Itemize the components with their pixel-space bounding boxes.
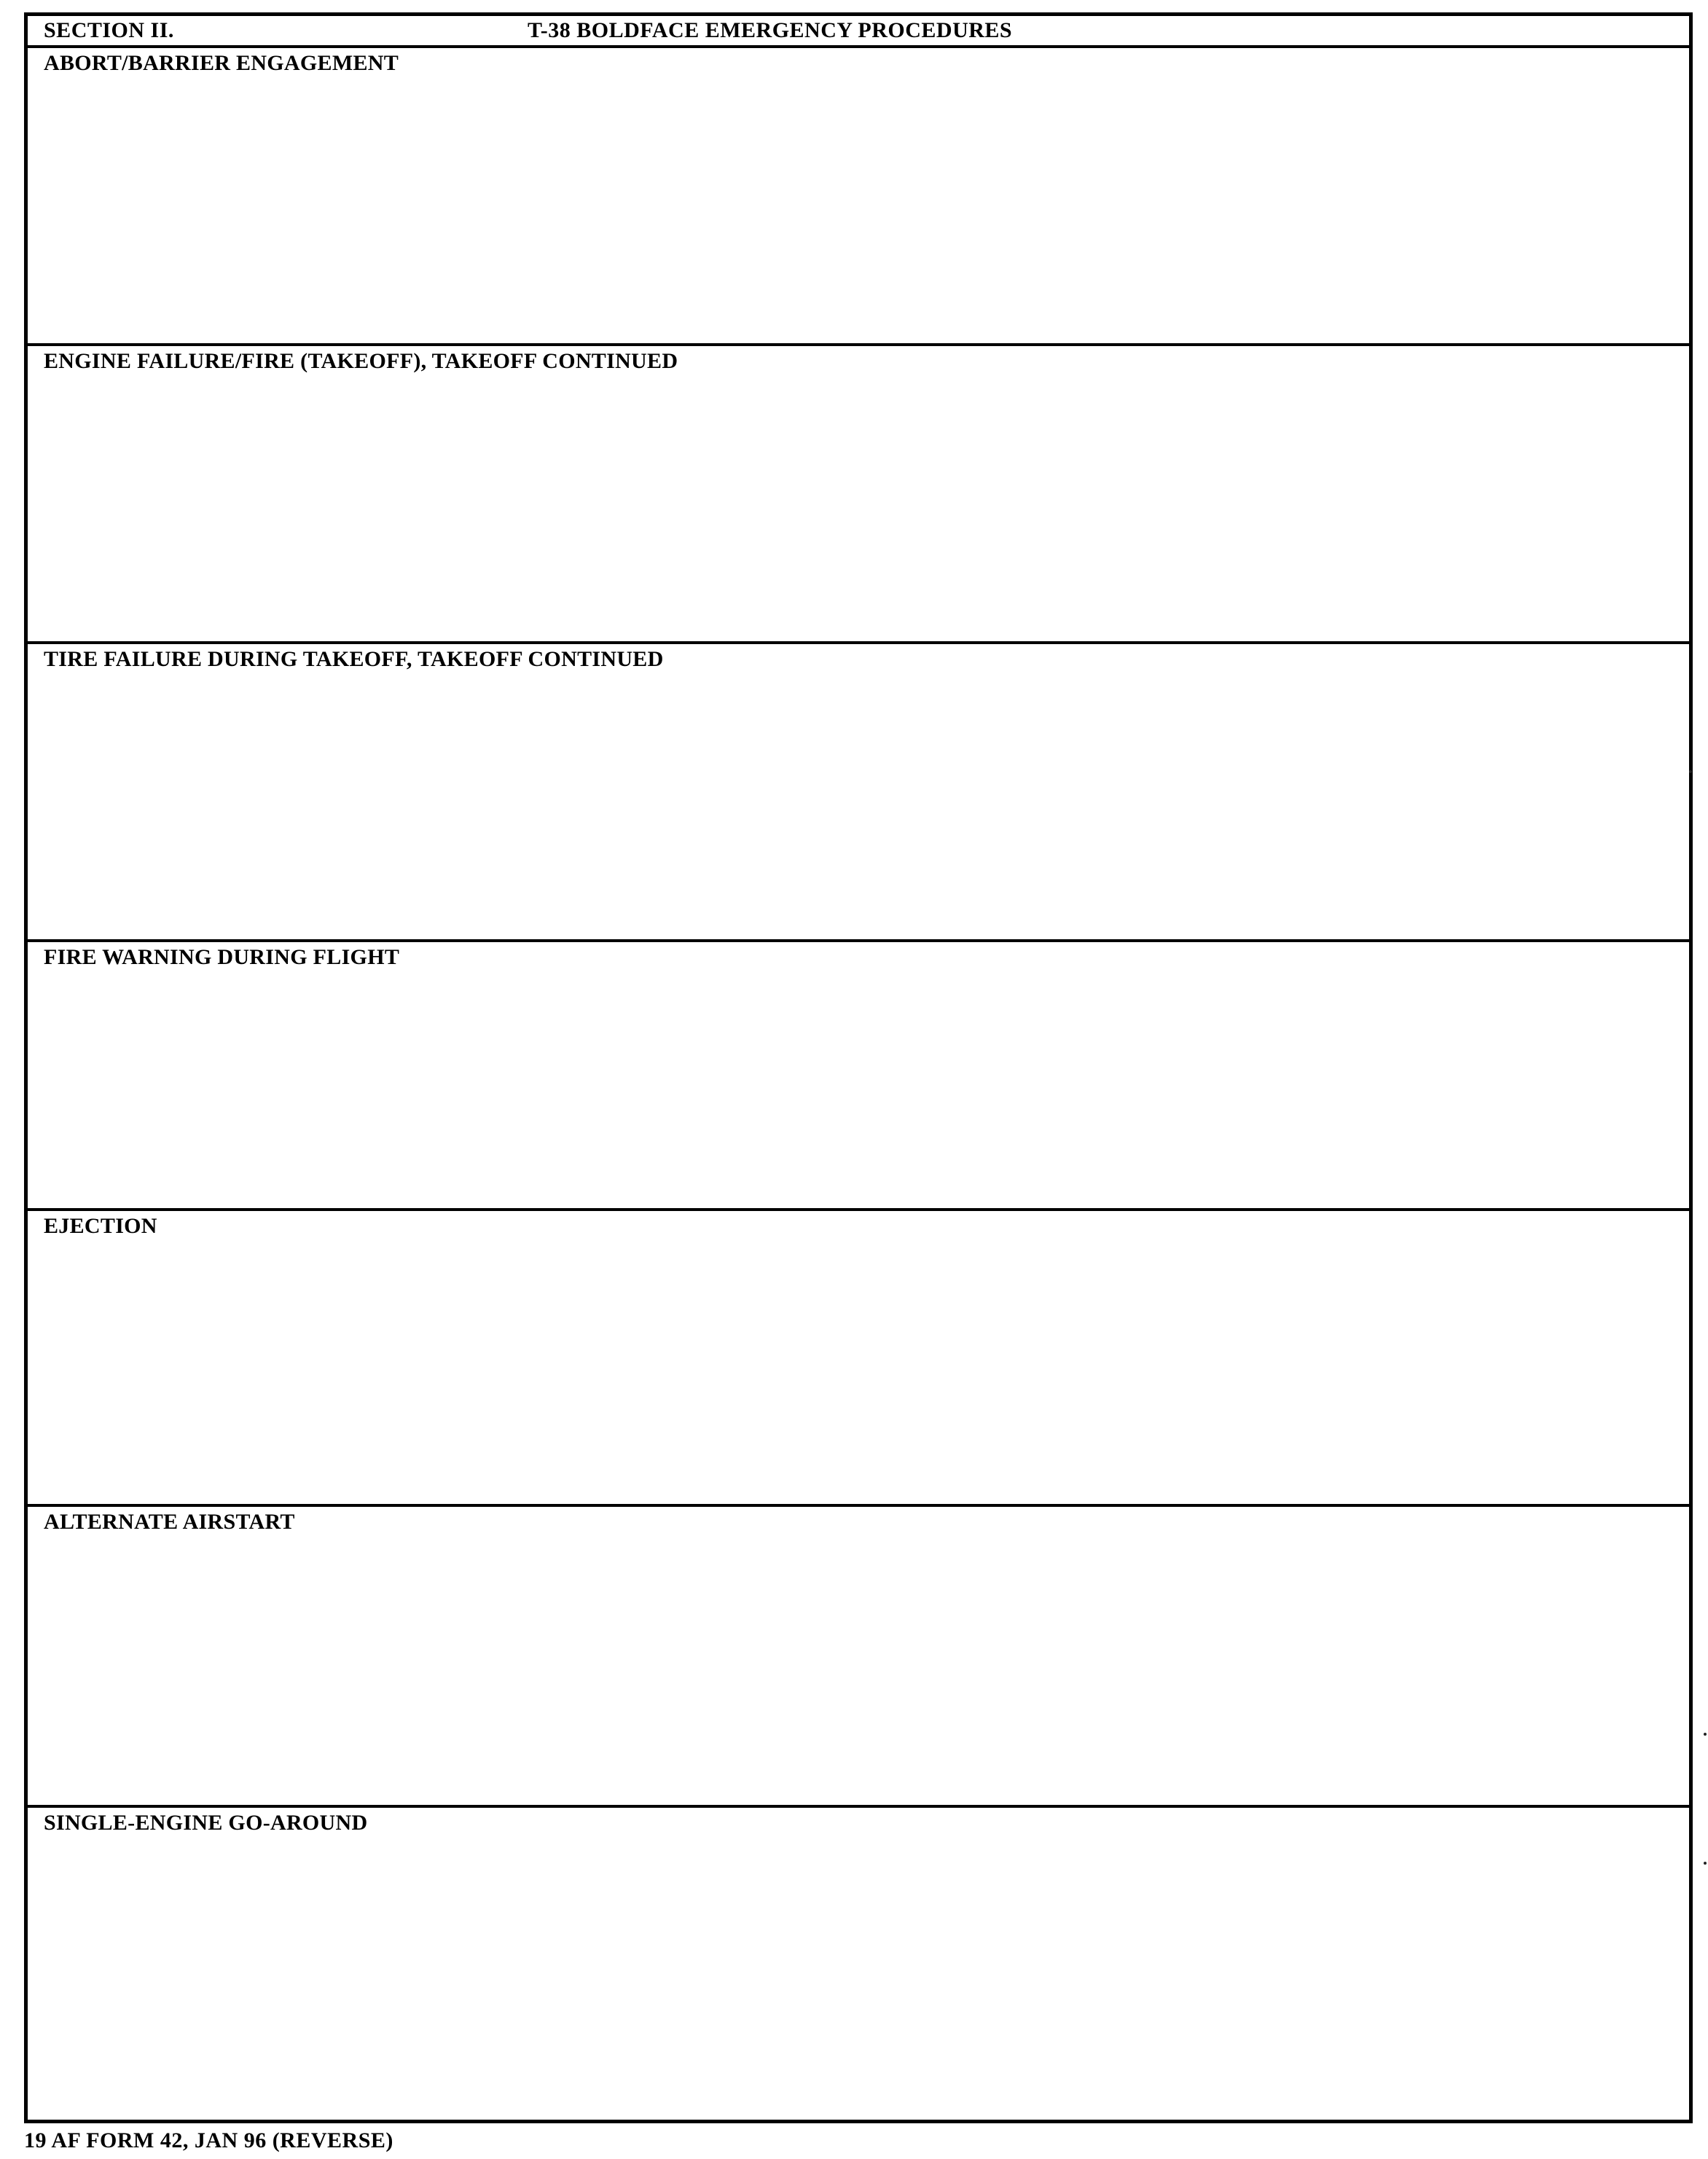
boldface-form [24, 12, 1693, 2123]
scan-speck [1704, 1862, 1707, 1865]
section-heading: EJECTION [44, 1214, 157, 1238]
section-abort-barrier-engagement [28, 48, 1689, 346]
section-heading: ALTERNATE AIRSTART [44, 1510, 295, 1534]
abort-barrier-engagement-write-area[interactable] [28, 83, 1689, 343]
section-heading: TIRE FAILURE DURING TAKEOFF, TAKEOFF CONTINUED [44, 647, 664, 671]
form-header [28, 16, 1689, 48]
ejection-write-area[interactable] [28, 1246, 1689, 1504]
section-single-engine-go-around [28, 1808, 1689, 2120]
single-engine-go-around-write-area[interactable] [28, 1843, 1689, 2120]
scan-speck [1689, 770, 1692, 773]
fire-warning-write-area[interactable] [28, 977, 1689, 1208]
section-engine-failure-fire-takeoff [28, 346, 1689, 644]
section-heading: ENGINE FAILURE/FIRE (TAKEOFF), TAKEOFF CONTINUED [44, 349, 678, 373]
form-footer: 19 AF FORM 42, JAN 96 (REVERSE) [24, 2128, 393, 2152]
scan-speck [1704, 1733, 1707, 1736]
alternate-airstart-write-area[interactable] [28, 1542, 1689, 1805]
section-label: SECTION II. [44, 18, 174, 42]
section-heading: ABORT/BARRIER ENGAGEMENT [44, 51, 399, 75]
form-title: T-38 BOLDFACE EMERGENCY PROCEDURES [528, 18, 1013, 42]
engine-failure-fire-write-area[interactable] [28, 381, 1689, 641]
section-heading: SINGLE-ENGINE GO-AROUND [44, 1811, 368, 1835]
tire-failure-write-area[interactable] [28, 679, 1689, 939]
section-fire-warning-during-flight [28, 942, 1689, 1211]
section-tire-failure-takeoff [28, 644, 1689, 942]
section-alternate-airstart [28, 1507, 1689, 1808]
section-heading: FIRE WARNING DURING FLIGHT [44, 945, 400, 969]
section-ejection [28, 1211, 1689, 1507]
